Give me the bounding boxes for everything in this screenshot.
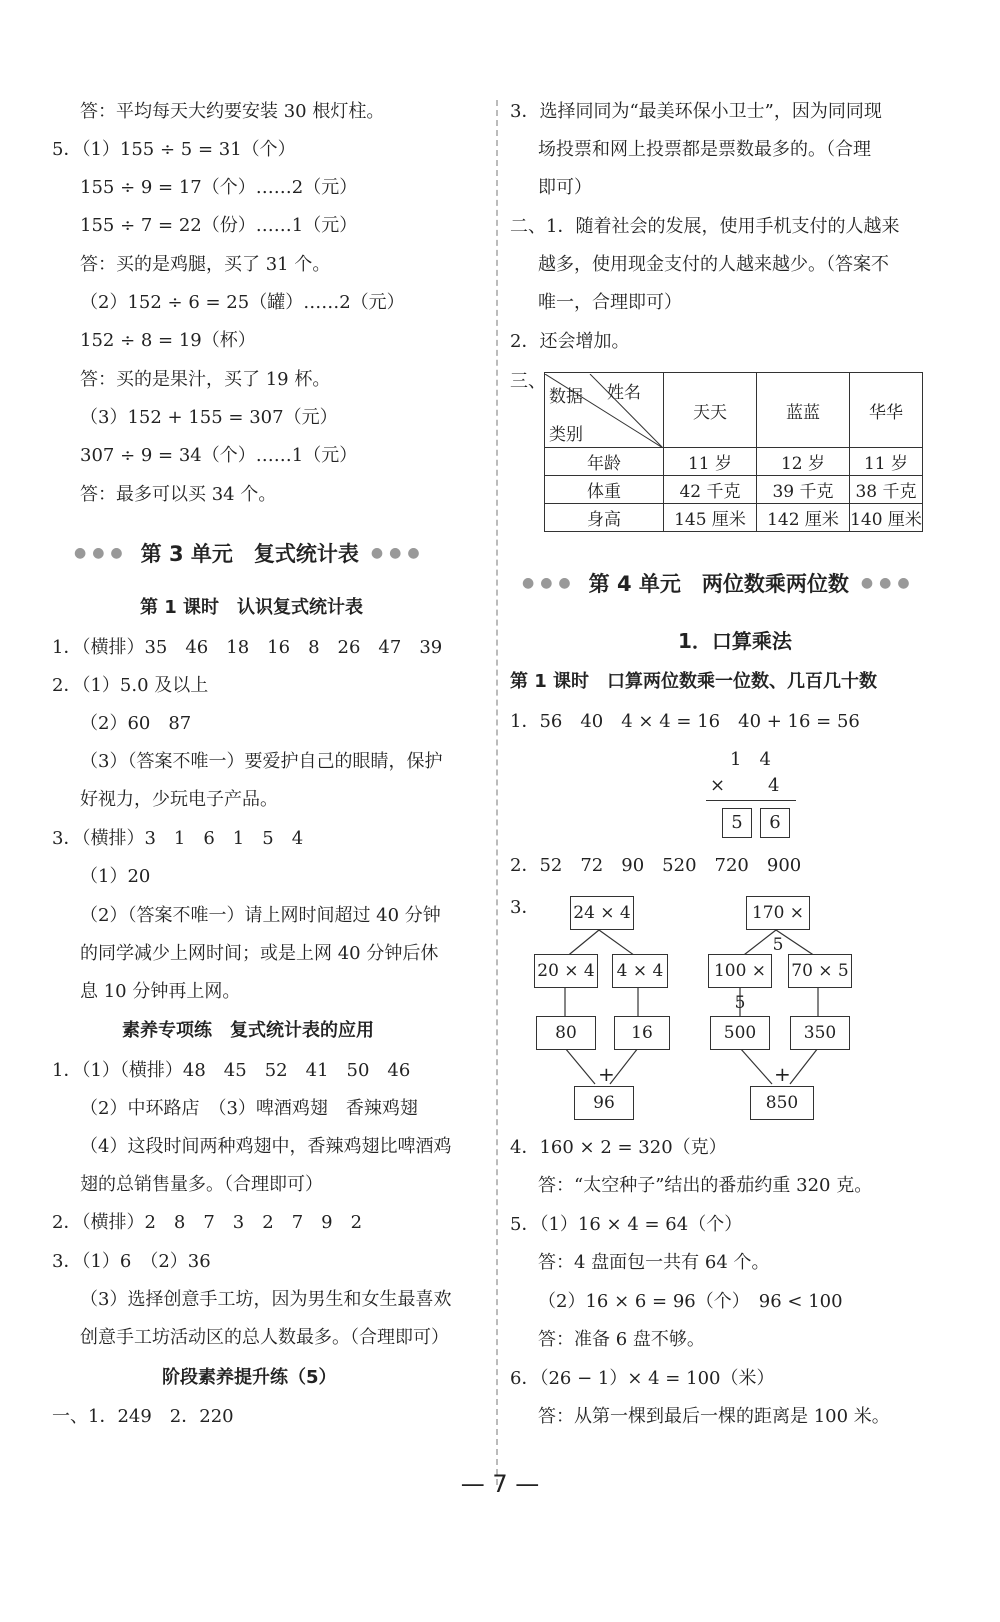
answer-line: 答：平均每天大约要安装 30 根灯柱。	[80, 101, 385, 122]
tree-root: 170 × 5	[746, 896, 810, 930]
question-2: 2．52 72 90 520 720 900	[510, 855, 802, 876]
question-5-3: （3）152 + 155 = 307（元）	[80, 407, 338, 428]
page-number: — 7 —	[460, 1470, 540, 1498]
table-cell: 11 岁	[850, 448, 923, 476]
table-row	[545, 476, 923, 504]
table-corner	[545, 373, 664, 448]
lesson-heading: 阶段素养提升练（5）	[162, 1367, 337, 1388]
tree-right: 70 × 5	[788, 954, 852, 988]
answer-line: 答：准备 6 盘不够。	[538, 1329, 705, 1350]
answer-line: 越多，使用现金支付的人越来越少。（答案不	[538, 254, 889, 275]
answer-line: 答：买的是鸡腿，买了 31 个。	[80, 254, 331, 275]
answer-line: 答：4 盘面包一共有 64 个。	[538, 1252, 770, 1273]
section-heading: 1．口算乘法	[678, 629, 792, 653]
tree-sum: 850	[750, 1086, 814, 1120]
stage-answer: 一、1．249 2．220	[52, 1406, 234, 1427]
tree-left-value: 500	[710, 1016, 770, 1050]
answer-line: 答：买的是果汁，买了 19 杯。	[80, 369, 331, 390]
times-sign: ×	[710, 775, 726, 796]
lesson-heading: 第 1 课时 口算两位数乘一位数、几百几十数	[510, 671, 878, 692]
section-2-2: 2．还会增加。	[510, 331, 630, 352]
practice-3-3: （3）选择创意手工坊，因为男生和女生最喜欢	[80, 1289, 452, 1310]
answer-line: 唯一，合理即可）	[538, 292, 682, 313]
answer-line: 答：最多可以买 34 个。	[80, 484, 277, 505]
answer-line: 即可）	[538, 177, 592, 198]
row-label: 身高	[545, 504, 664, 532]
unit-4-heading: ●●● 第 4 单元 两位数乘两位数 ●●●	[522, 572, 916, 596]
corner-mid: 数据	[549, 387, 583, 407]
practice-1-1: 1．（1）（横排）48 45 52 41 50 46	[52, 1060, 411, 1081]
answer-line: 答：“太空种子”结出的番茄约重 320 克。	[538, 1175, 873, 1196]
answer-3-2: （2）（答案不唯一）请上网时间超过 40 分钟	[80, 905, 441, 926]
answer-2-2: （2）60 87	[80, 713, 192, 734]
calc-line: 155 ÷ 9 = 17（个）……2（元）	[80, 177, 358, 198]
table-cell: 145 厘米	[664, 504, 757, 532]
table-cell: 38 千克	[850, 476, 923, 504]
corner-bot: 类别	[549, 425, 583, 445]
plus-sign: +	[774, 1062, 791, 1086]
answer-3-1: （1）20	[80, 866, 151, 887]
answer-box-ones: 6	[760, 808, 790, 838]
section-3-label: 三、	[510, 371, 546, 392]
tree-right-value: 16	[614, 1016, 670, 1050]
table-cell: 12 岁	[757, 448, 850, 476]
stat-table	[544, 372, 923, 532]
question-5-2: （2）152 ÷ 6 = 25（罐）……2（元）	[80, 292, 405, 313]
tree-root: 24 × 4	[570, 896, 634, 930]
header-name: 天天	[664, 373, 757, 448]
table-cell: 39 千克	[757, 476, 850, 504]
tree-right-value: 350	[790, 1016, 850, 1050]
lesson-heading: 素养专项练 复式统计表的应用	[122, 1020, 374, 1041]
table-cell: 11 岁	[664, 448, 757, 476]
header-name: 华华	[850, 373, 923, 448]
answer-3-2-cont: 息 10 分钟再上网。	[80, 981, 241, 1002]
calc-line: 155 ÷ 7 = 22（份）……1（元）	[80, 215, 358, 236]
answer-line: 场投票和网上投票都是票数最多的。（合理	[538, 139, 871, 160]
table-row	[545, 504, 923, 532]
answer-3: 3．（横排）3 1 6 1 5 4	[52, 828, 304, 849]
question-1: 1．56 40 4 × 4 = 16 40 + 16 = 56	[510, 711, 860, 732]
practice-1-4: （4）这段时间两种鸡翅中，香辣鸡翅比啤酒鸡	[80, 1136, 452, 1157]
unit-3-heading: ●●● 第 3 单元 复式统计表 ●●●	[74, 542, 426, 566]
rule-line	[706, 800, 796, 801]
plus-sign: +	[598, 1062, 615, 1086]
multiplicand: 1 4	[730, 749, 771, 770]
table-cell: 142 厘米	[757, 504, 850, 532]
answer-2-3: （3）（答案不唯一）要爱护自己的眼睛，保护	[80, 751, 443, 772]
answer-line: 3．选择同同为“最美环保小卫士”，因为同同现	[510, 101, 882, 122]
practice-3-3-cont: 创意手工坊活动区的总人数最多。（合理即可）	[80, 1327, 449, 1348]
corner-top: 姓名	[607, 383, 641, 403]
question-3: 3．	[510, 897, 540, 918]
answer-line: 答：从第一棵到最后一棵的距离是 100 米。	[538, 1406, 890, 1427]
tree-sum: 96	[574, 1086, 634, 1120]
tree-left: 100 × 5	[708, 954, 772, 988]
answer-2-1: 2．（1）5.0 及以上	[52, 675, 209, 696]
table-cell: 140 厘米	[850, 504, 923, 532]
tree-left-value: 80	[536, 1016, 596, 1050]
table-row	[545, 448, 923, 476]
question-5-1: 5．（1）155 ÷ 5 = 31（个）	[52, 139, 296, 160]
row-label: 体重	[545, 476, 664, 504]
answer-2-3-cont: 好视力，少玩电子产品。	[80, 789, 278, 810]
calc-line: 307 ÷ 9 = 34（个）……1（元）	[80, 445, 358, 466]
question-6: 6．（26 − 1）× 4 = 100（米）	[510, 1368, 775, 1389]
question-5-2: （2）16 × 6 = 96（个） 96 < 100	[538, 1291, 843, 1312]
practice-3: 3．（1）6 （2）36	[52, 1251, 211, 1272]
answer-3-2-cont: 的同学减少上网时间；或是上网 40 分钟后休	[80, 943, 439, 964]
multiplier: 4	[768, 775, 780, 796]
table-cell: 42 千克	[664, 476, 757, 504]
header-name: 蓝蓝	[757, 373, 850, 448]
question-5-1: 5．（1）16 × 4 = 64（个）	[510, 1214, 743, 1235]
answer-box-tens: 5	[722, 808, 752, 838]
answer-1: 1．（横排）35 46 18 16 8 26 47 39	[52, 637, 443, 658]
lesson-heading: 第 1 课时 认识复式统计表	[140, 597, 364, 618]
row-label: 年龄	[545, 448, 664, 476]
calc-line: 152 ÷ 8 = 19（杯）	[80, 330, 256, 351]
tree-right: 4 × 4	[612, 954, 668, 988]
section-2-1: 二、1．随着社会的发展，使用手机支付的人越来	[510, 216, 900, 237]
practice-2: 2．（横排）2 8 7 3 2 7 9 2	[52, 1212, 363, 1233]
question-4: 4．160 × 2 = 320（克）	[510, 1137, 727, 1158]
column-divider	[496, 100, 498, 1485]
practice-1-2: （2）中环路店 （3）啤酒鸡翅 香辣鸡翅	[80, 1098, 418, 1119]
tree-left: 20 × 4	[534, 954, 598, 988]
practice-1-4-cont: 翅的总销售量多。（合理即可）	[80, 1174, 323, 1195]
